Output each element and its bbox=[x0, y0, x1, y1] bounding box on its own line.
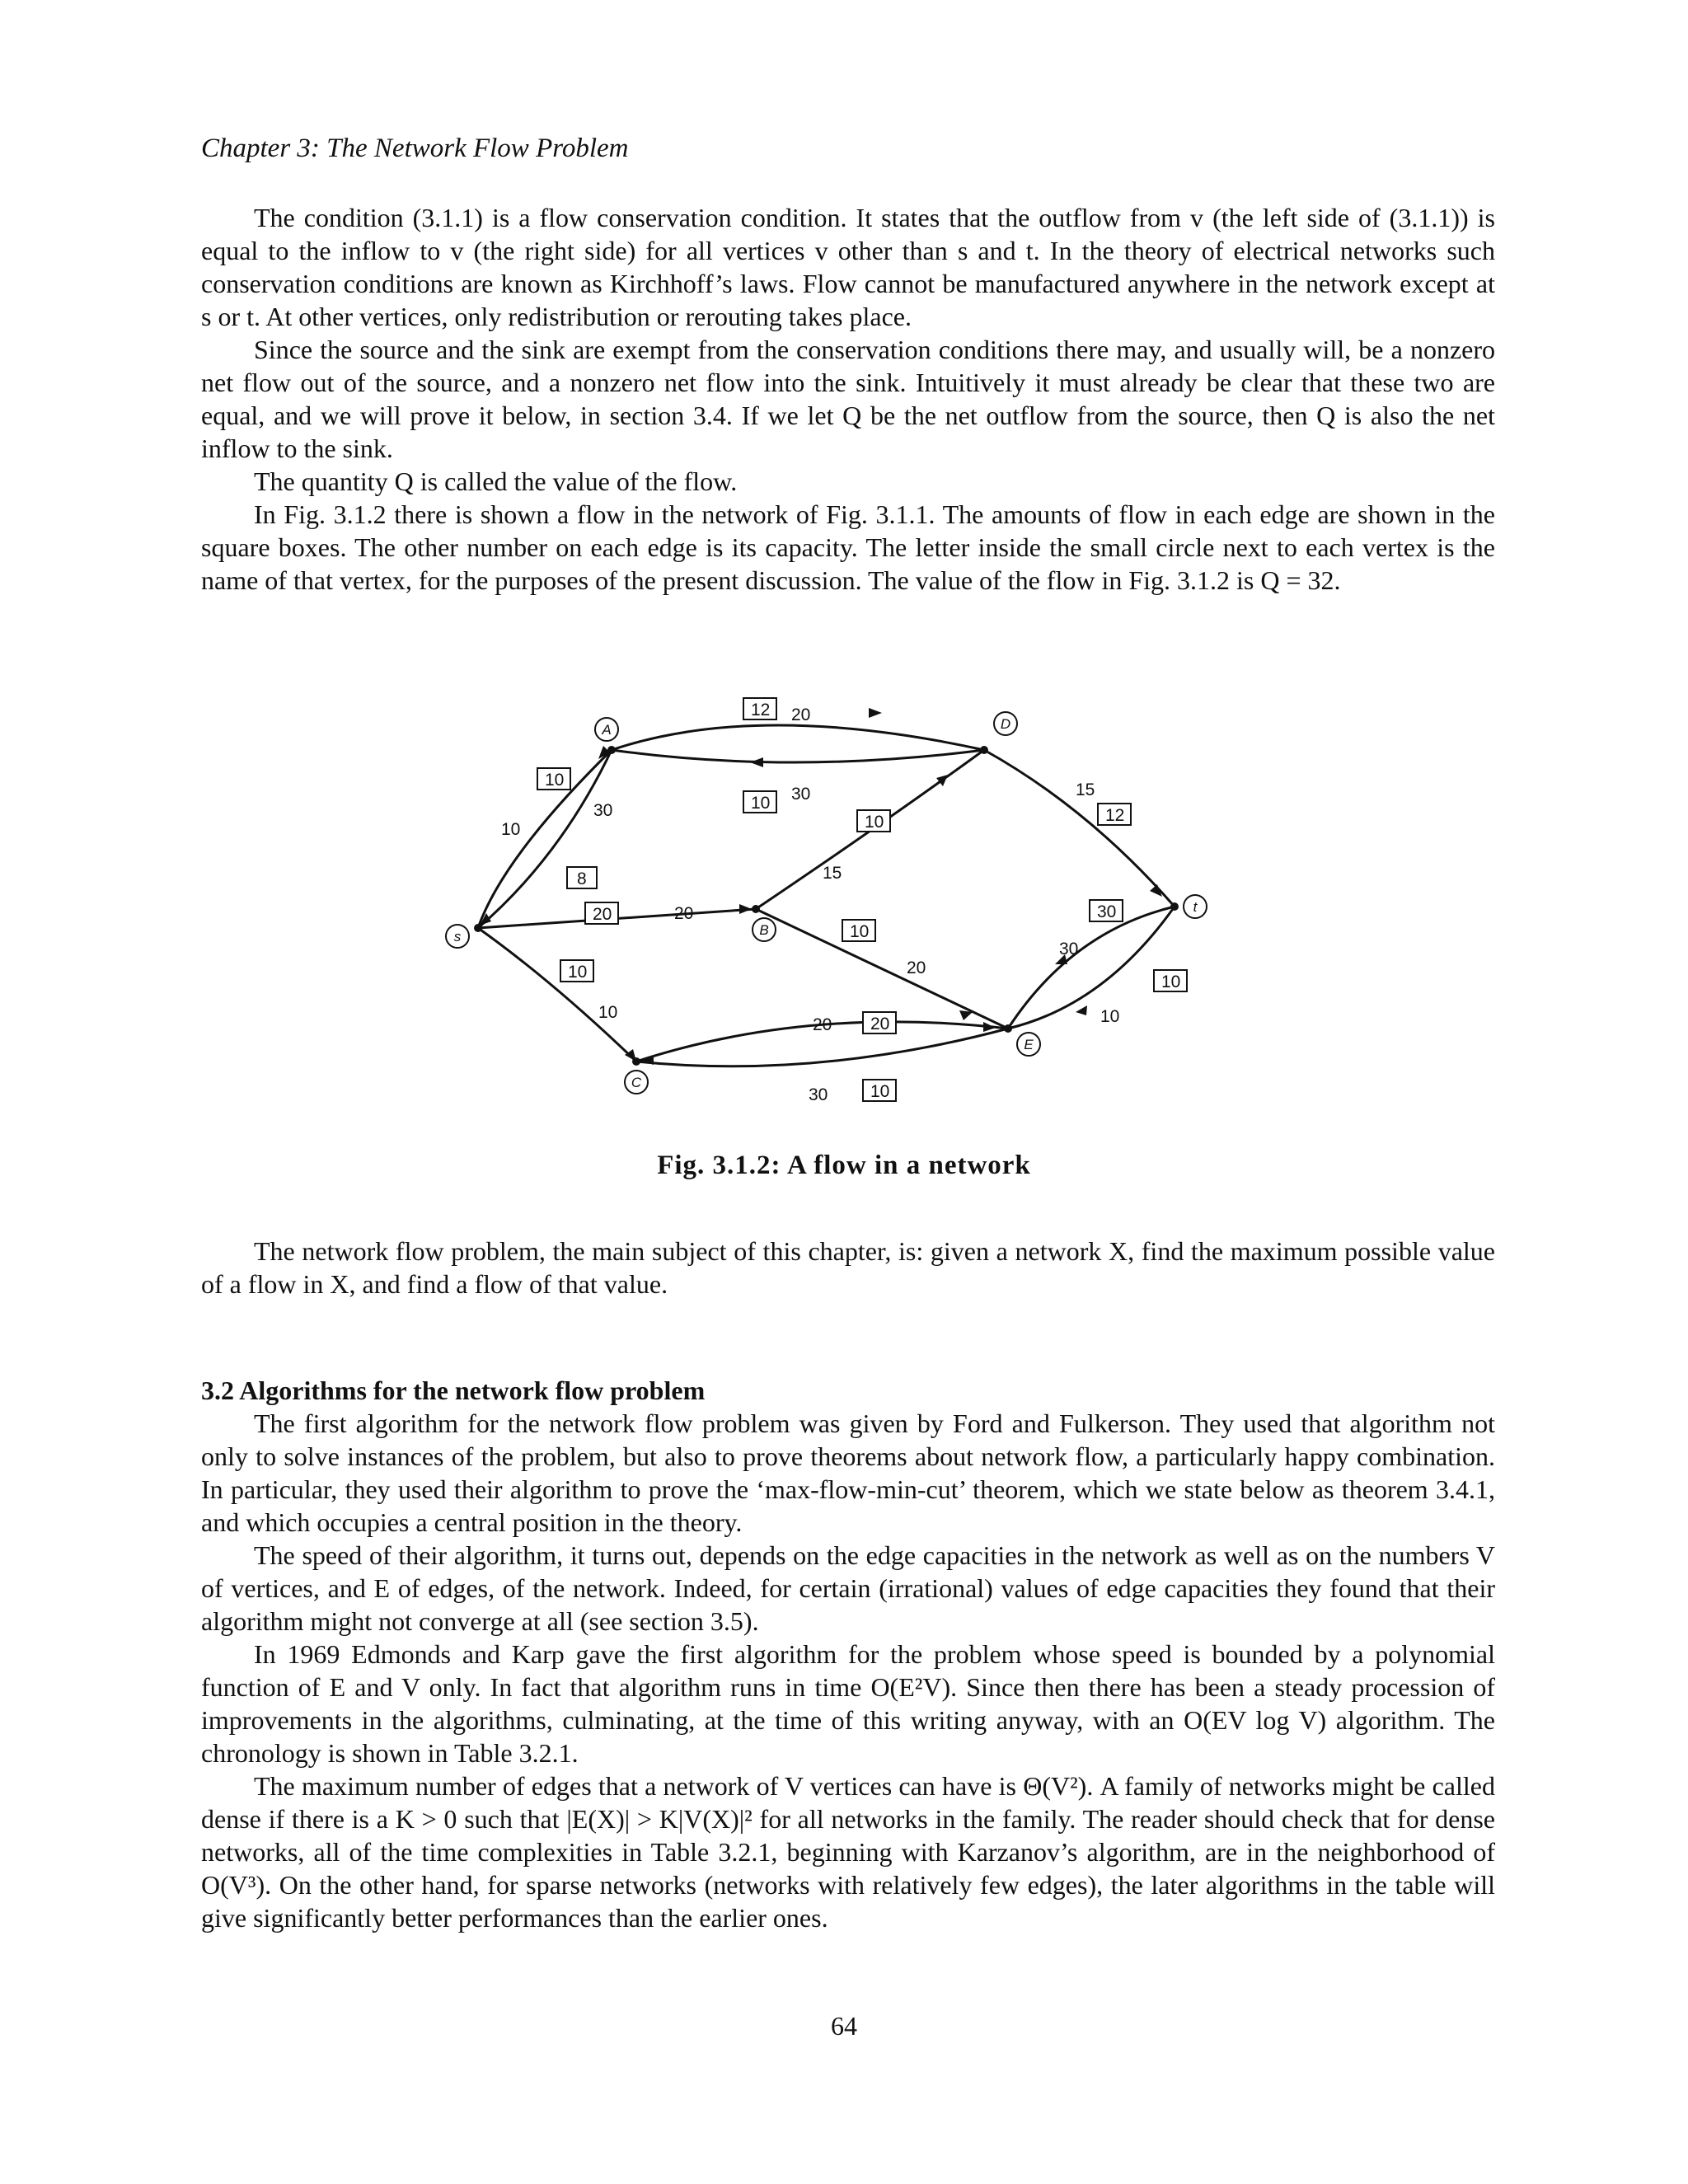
figure-caption: Fig. 3.1.2: A flow in a network bbox=[657, 1151, 1031, 1180]
arrowhead-icon bbox=[983, 1022, 996, 1032]
paragraph: The network flow problem, the main subject of this chapter, is: given a network X, find the maximum possible value of a flow in X, and find a flow of that value. bbox=[201, 1236, 1495, 1299]
vertex-B: B bbox=[759, 922, 769, 938]
text-block-problem bbox=[201, 1235, 1495, 1301]
edge-D-t bbox=[984, 750, 1175, 907]
text-block-top bbox=[201, 201, 1495, 597]
section-heading: 3.2 Algorithms for the network flow problem bbox=[201, 1376, 706, 1405]
vertex-A: A bbox=[602, 722, 612, 738]
flow-s-B: 20 bbox=[593, 905, 612, 924]
running-head: Chapter 3: The Network Flow Problem bbox=[201, 134, 629, 163]
flow-E-C: 10 bbox=[870, 1082, 890, 1101]
vertex-C: C bbox=[631, 1075, 642, 1090]
flow-C-E: 20 bbox=[870, 1015, 890, 1033]
vertex-D: D bbox=[1000, 716, 1011, 732]
arrowhead-icon bbox=[869, 708, 882, 718]
flow-boxes bbox=[537, 698, 1187, 1101]
capacity-D-t: 15 bbox=[1076, 780, 1095, 799]
capacity-E-C: 30 bbox=[809, 1085, 828, 1104]
capacity-s-B: 20 bbox=[674, 904, 694, 923]
page-number: 64 bbox=[831, 2011, 857, 2041]
flow-A-s: 8 bbox=[577, 869, 587, 888]
paragraph: The condition (3.1.1) is a flow conservation condition. It states that the outflow from v (the left side of (3.1.1)) is equal to the inflow to v (the right side) for all vertices v other than s and t. In the theory of electrical networks such conservation conditions are known as Kirchhoff’s laws. Flow cannot be manufactured anywhere in the network except at s or t. At other vertices, only redistribution or rerouting takes place. bbox=[201, 203, 1495, 331]
capacity-A-s: 30 bbox=[593, 801, 613, 820]
flow-A-D: 12 bbox=[751, 701, 771, 719]
edge-A-D bbox=[612, 725, 984, 750]
paragraph: The maximum number of edges that a network of V vertices can have is Θ(V²). A family of networks might be called dense if there is a K > 0 such that |E(X)| > K|V(X)|² for all networks in the family. The reader should check that for dense networks, all of the time complexities in Table 3.2.1, beginning with Karzanov’s algorithm, are in the neighborhood of O(V³). On the other hand, for sparse networks (networks with relatively few edges), the later algorithms in the table will give significantly better performances than the earlier ones. bbox=[201, 1771, 1495, 1933]
capacity-C-E: 20 bbox=[813, 1015, 832, 1034]
capacity-E-t: 30 bbox=[1059, 940, 1079, 958]
edge-s-C bbox=[478, 928, 636, 1062]
capacity-s-C: 10 bbox=[598, 1003, 618, 1022]
arrowhead-icon bbox=[750, 757, 763, 767]
vertex-t: t bbox=[1193, 899, 1198, 915]
paragraph: In 1969 Edmonds and Karp gave the first algorithm for the problem whose speed is bounded by a polynomial function of E and V only. In fact that algorithm runs in time O(E²V). Since then there has been a steady procession of improvements in the algorithms, culminating, at the time of this writing anyway, with an O(EV log V) algorithm. The chronology is shown in Table 3.2.1. bbox=[201, 1639, 1495, 1768]
flow-t-E: 10 bbox=[1161, 972, 1181, 991]
capacity-B-D: 15 bbox=[823, 864, 842, 883]
arrowhead-icon bbox=[739, 904, 752, 914]
network-figure bbox=[445, 684, 1269, 1113]
capacity-t-E: 10 bbox=[1100, 1007, 1120, 1026]
paragraph: Since the source and the sink are exempt from the conservation conditions there may, and usually will, be a nonzero net flow out of the source, and a nonzero net flow into the sink. Intuitively it must already be clear that these two are equal, and we will prove it below, in section 3.4. If we let Q be the net outflow from the source, then Q is also the net inflow to the sink. bbox=[201, 335, 1495, 463]
edge-t-E bbox=[1008, 907, 1175, 1029]
paragraph: In Fig. 3.1.2 there is shown a flow in the network of Fig. 3.1.1. The amounts of flow in each edge are shown in the square boxes. The other number on each edge is its capacity. The letter inside the small circle next to each vertex is the name of that vertex, for the purposes of the present discussion. The value of the flow in Fig. 3.1.2 is Q = 32. bbox=[201, 499, 1495, 595]
capacity-B-E: 20 bbox=[907, 958, 926, 977]
flow-s-C: 10 bbox=[568, 963, 588, 982]
paragraph: The first algorithm for the network flow problem was given by Ford and Fulkerson. They used that algorithm not only to solve instances of the problem, but also to prove theorems about network flow, a particularly happy combination. In particular, they used their algorithm to prove the ‘max-flow-min-cut’ theorem, which we state below as theorem 3.4.1, and which occupies a central position in the theory. bbox=[201, 1408, 1495, 1537]
flow-D-t: 12 bbox=[1105, 806, 1125, 825]
capacity-s-A: 10 bbox=[501, 820, 521, 839]
edge-B-E bbox=[756, 909, 1008, 1029]
capacity-A-D: 20 bbox=[791, 705, 811, 724]
vertex-E: E bbox=[1024, 1037, 1034, 1052]
flow-D-A: 10 bbox=[751, 794, 771, 813]
flow-E-t: 30 bbox=[1097, 902, 1117, 921]
paragraph: The quantity Q is called the value of the flow. bbox=[254, 466, 738, 496]
paragraph: The speed of their algorithm, it turns out, depends on the edge capacities in the network as well as on the numbers V of vertices, and E of edges, of the network. Indeed, for certain (irrational) values of edge capacities they found that their algorithm might not converge at all (see section 3.5). bbox=[201, 1540, 1495, 1636]
vertex-s: s bbox=[453, 929, 462, 944]
flow-B-D: 10 bbox=[865, 813, 884, 832]
text-block-bottom bbox=[201, 1374, 1495, 1934]
arrowhead-icon bbox=[1076, 1005, 1087, 1015]
flow-B-E: 10 bbox=[850, 922, 870, 941]
arrowhead-icon bbox=[959, 1010, 973, 1020]
capacity-D-A: 30 bbox=[791, 785, 811, 804]
edge-D-A bbox=[612, 750, 984, 762]
flow-s-A: 10 bbox=[545, 771, 565, 790]
network-diagram bbox=[445, 684, 1269, 1113]
edge-E-t bbox=[1008, 907, 1175, 1029]
